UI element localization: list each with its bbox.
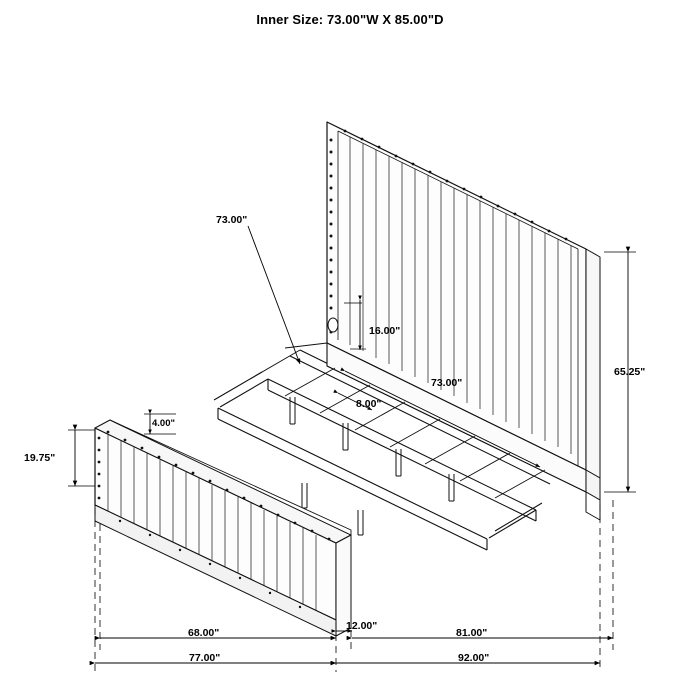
dimension-label-overall-height: 65.25" — [614, 366, 646, 378]
dimension-label-inner-width-callout: 73.00" — [216, 214, 248, 226]
dimension-label-overall-depth: 92.00" — [458, 652, 490, 664]
dimension-label-headboard-panel-height: 16.00" — [369, 325, 401, 337]
dimension-label-slat-span-width: 73.00" — [431, 377, 463, 389]
dimension-label-overall-width: 77.00" — [189, 652, 221, 664]
dimension-label-slat-spacing: 8.00" — [356, 398, 382, 410]
dimension-label-rail-thickness: 4.00" — [152, 418, 175, 429]
dimension-label-footboard-height: 19.75" — [24, 452, 56, 464]
dimension-label-side-rail-offset: 12.00" — [346, 620, 378, 632]
page-title: Inner Size: 73.00"W X 85.00"D — [256, 12, 444, 27]
dimension-label-side-rail-length: 81.00" — [456, 627, 488, 639]
dimension-label-footboard-inner-width: 68.00" — [188, 627, 220, 639]
